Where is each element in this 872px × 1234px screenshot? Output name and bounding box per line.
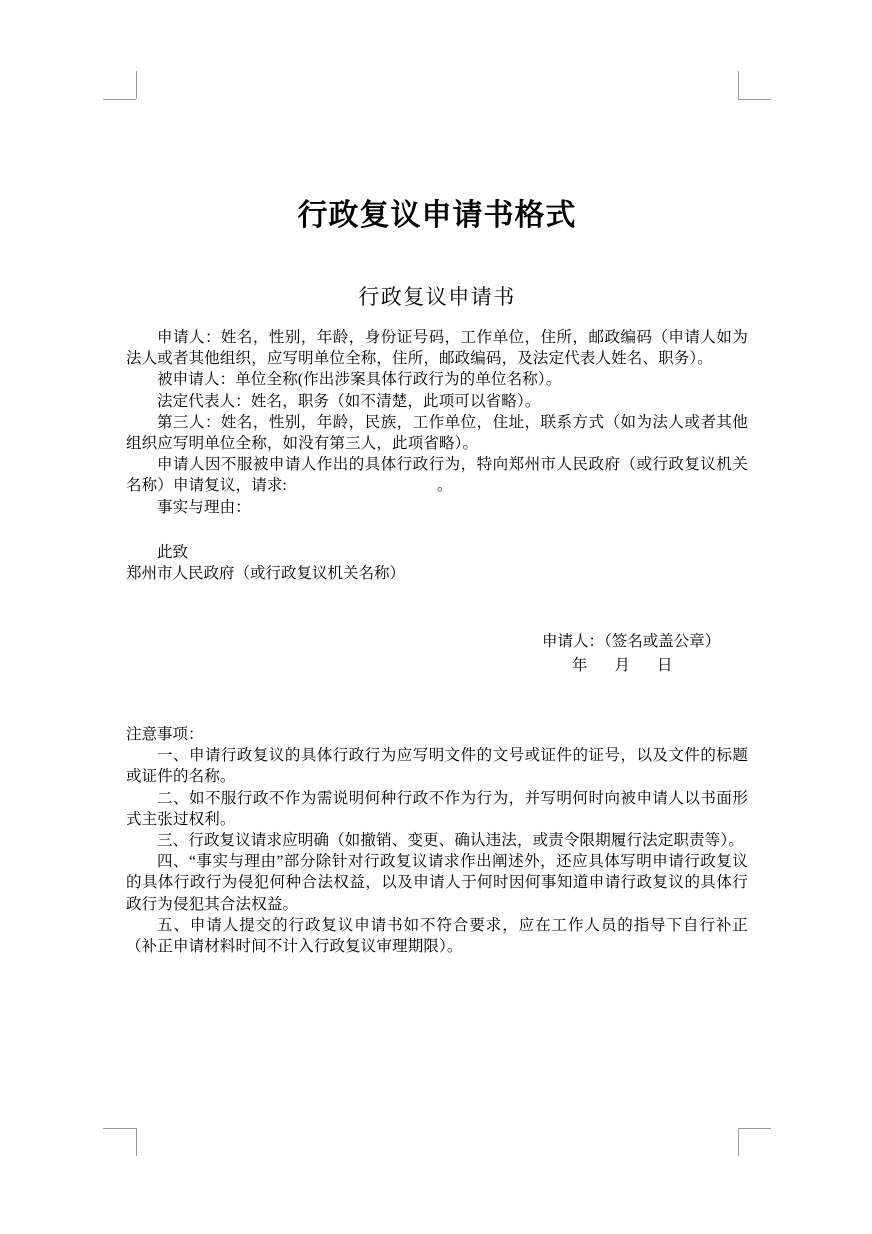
document-body xyxy=(126,327,748,584)
crop-mark-horizontal-stroke xyxy=(103,1128,136,1129)
crop-mark-horizontal-stroke xyxy=(738,99,771,100)
notes-item-4: 四、“事实与理由”部分除针对行政复议请求作出阐述外，还应具体写明申请行政复议的具体行政行为侵犯何种合法权益，以及申请人于何时因何事知道申请行政复议的具体行政行为侵犯其合法权益。 xyxy=(126,853,748,913)
crop-mark-bottom-right-icon xyxy=(738,1128,778,1163)
page-title: 行政复议申请书格式 xyxy=(297,198,577,233)
signature-date-line xyxy=(572,655,674,676)
paragraph-third-party: 第三人：姓名，性别，年龄，民族，工作单位，住址，联系方式（如为法人或者其他组织应写明单位全称，如没有第三人，此项省略）。 xyxy=(126,413,748,453)
crop-mark-vertical-stroke xyxy=(738,71,739,99)
request-period: 。 xyxy=(436,477,453,495)
notes-section xyxy=(126,724,748,957)
paragraph-facts-and-reasons: 事实与理由： xyxy=(157,498,251,516)
notes-heading: 注意事项： xyxy=(126,726,204,743)
date-year-label: 年 xyxy=(572,657,589,674)
request-intro-text: 申请人因不服被申请人作出的具体行政行为，特向郑州市人民政府（或行政复议机关名称）申请复议，请求: xyxy=(126,456,748,495)
crop-mark-top-right-icon xyxy=(738,71,778,106)
paragraph-applicant: 申请人：姓名，性别，年龄，身份证号码，工作单位，住所，邮政编码（申请人如为法人或者其他组织，应写明单位全称，住所，邮政编码，及法定代表人姓名、职务）。 xyxy=(126,329,748,368)
paragraph-legal-representative: 法定代表人：姓名，职务（如不清楚，此项可以省略）。 xyxy=(157,392,541,410)
date-month-label: 月 xyxy=(614,657,632,674)
signature-applicant-line: 申请人：（签名或盖公章） xyxy=(542,633,721,650)
paragraph-request-intro xyxy=(126,454,748,496)
crop-mark-vertical-stroke xyxy=(136,71,137,99)
closing-salutation: 此致 xyxy=(157,543,189,561)
notes-item-1: 一、申请行政复议的具体行政行为应写明文件的文号或证件的证号，以及文件的标题或证件的名称。 xyxy=(126,747,748,786)
notes-item-5: 五、申请人提交的行政复议申请书如不符合要求，应在工作人员的指导下自行补正（补正申请材料时间不计入行政复议审理期限）。 xyxy=(126,916,748,956)
crop-mark-top-left-icon xyxy=(103,71,143,106)
body-spacer xyxy=(126,518,748,542)
paragraph-respondent: 被申请人：单位全称(作出涉案具体行政行为的单位名称）。 xyxy=(157,371,562,389)
document-subtitle: 行政复议申请书 xyxy=(358,285,516,309)
crop-mark-bottom-left-icon xyxy=(103,1128,143,1163)
notes-item-3: 三、行政复议请求应明确（如撤销、变更、确认违法，或责令限期履行法定职责等）。 xyxy=(157,832,744,850)
crop-mark-horizontal-stroke xyxy=(738,1128,771,1129)
crop-mark-vertical-stroke xyxy=(136,1128,137,1156)
notes-item-2: 二、如不服行政不作为需说明何种行政不作为行为，并写明何时向被申请人以书面形式主张过权利。 xyxy=(126,789,748,828)
date-day-label: 日 xyxy=(657,657,674,674)
crop-mark-horizontal-stroke xyxy=(103,99,136,100)
recipient-authority: 郑州市人民政府（或行政复议机关名称） xyxy=(126,565,406,583)
crop-mark-vertical-stroke xyxy=(738,1128,739,1156)
